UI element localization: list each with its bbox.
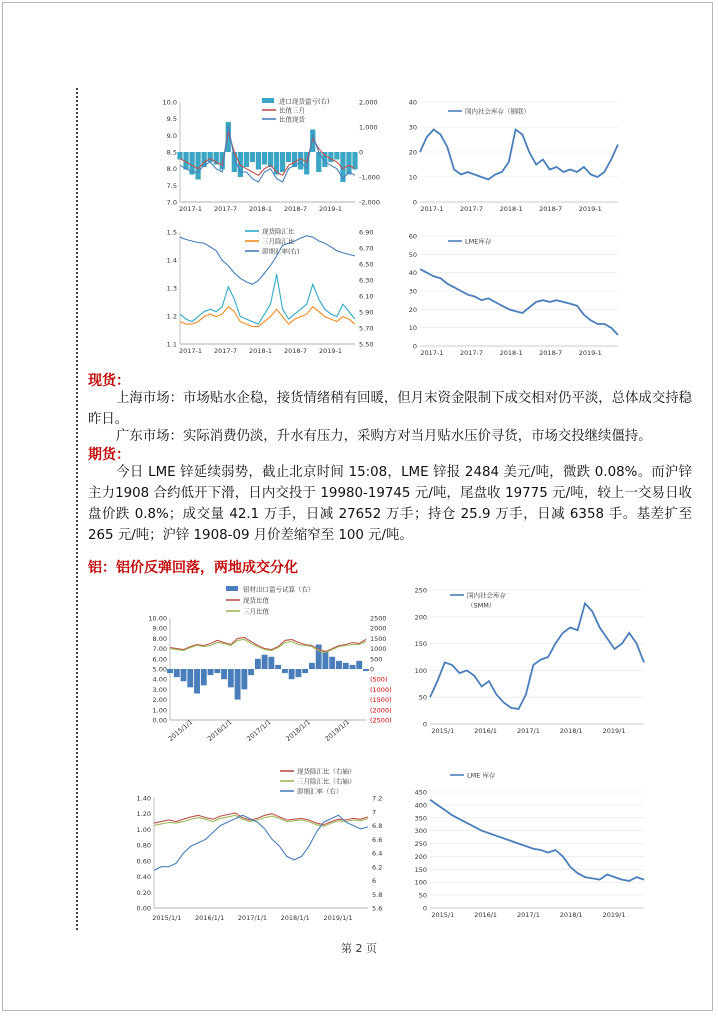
legend-swatch [226,586,238,591]
x-tick-label: 2015/1/1 [166,718,195,743]
y-tick-label: 5.00 [152,665,167,674]
bar [328,152,333,162]
y-tick-label: 200 [414,852,427,861]
y-tick-label: 1.1 [166,340,177,349]
y2-tick-label: (2000) [370,706,392,715]
y-tick-label: 150 [414,640,427,649]
y2-tick-label: 6.70 [359,244,374,253]
bar [214,669,220,673]
y2-tick-label: 6.10 [359,292,374,301]
y-tick-label: 1.2 [166,312,177,321]
chart-svg [400,584,650,752]
y2-tick-label: 5.50 [359,340,374,349]
x-tick-label: 2018-1 [499,205,523,213]
x-tick-label: 2017/1/1 [237,914,268,922]
bar [181,669,187,681]
y2-tick-label: (2500) [370,716,392,725]
x-tick-label: 2017/1 [517,727,540,735]
y2-tick-label: 1500 [370,634,387,643]
y-tick-label: 300 [414,827,427,836]
y-tick-label: 1.20 [136,810,151,819]
legend-label: 三月比值 [243,607,269,616]
bar [208,152,213,162]
legend-label: 现货除汇比 [262,227,295,236]
y-tick-label: 8.5 [166,148,177,157]
bar [334,152,339,160]
x-tick-label: 2016/1 [474,911,498,919]
y-tick-label: 1.40 [136,794,151,803]
y-tick-label: 40 [408,98,417,107]
bar [177,152,182,160]
y2-tick-label: -2,000 [359,198,380,207]
bar [195,152,200,180]
bar [286,152,291,162]
y-tick-label: 400 [414,801,427,810]
x-tick-label: 2018-7 [539,205,563,213]
chart-svg [130,764,390,929]
y-tick-label: 150 [414,865,427,874]
legend-label: 国内社会库存 [467,591,506,600]
bar [167,669,173,673]
bar [262,655,268,669]
y-tick-label: 100 [414,666,427,675]
y-tick-label: 9.5 [166,115,177,124]
y-tick-label: 0.00 [136,904,151,913]
bar [174,669,180,677]
y2-tick-label: 6 [372,877,377,885]
x-tick-label: 2016/1/1 [205,718,234,743]
legend-swatch [262,98,274,103]
chart-svg [136,584,392,754]
y2-tick-label: 1,000 [359,123,378,132]
bar [241,669,247,689]
x-tick-label: 2018-7 [283,347,308,355]
x-tick-label: 2019-1 [318,347,343,355]
chart-lme-aluminum-inventory [400,764,650,924]
y2-tick-label: 5.70 [359,324,374,333]
x-tick-label: 2016/1/1 [195,914,225,922]
bar [221,669,227,679]
shanghai-text: 上海市场：市场贴水企稳，接货情绪稍有回暖，但月末资金限制下成交相对仍平淡，总体成交持稳昨日。 [88,391,692,427]
bar [228,669,234,687]
bar [350,665,356,669]
y2-tick-label: 2500 [370,614,387,623]
bar [248,669,254,675]
y-tick-label: 50 [418,693,427,702]
series-line [430,603,644,709]
y-tick-label: 30 [408,287,417,296]
y-tick-label: 20 [408,148,417,157]
y-tick-label: 0.20 [136,888,151,897]
y2-tick-label: 6.2 [372,863,383,872]
bar [280,152,285,172]
legend-label: 现货比值 [243,596,269,605]
chart-domestic-aluminum-inventory-smm [400,584,650,752]
y2-tick-label: 0 [370,665,375,674]
x-tick-label: 2018-1 [248,347,273,355]
bar [295,669,301,677]
series-line [420,130,618,180]
y-tick-label: 60 [408,232,417,241]
y-tick-label: 8.0 [166,165,177,174]
y-tick-label: 250 [414,840,427,849]
y2-tick-label: 5.6 [372,904,383,913]
y-tick-label: 2.00 [152,696,167,705]
legend-label: 国内社会库存（钢联） [465,107,530,116]
y-tick-label: 6.00 [152,655,167,664]
y-tick-label: 30 [408,123,417,132]
bar [274,152,279,175]
y2-tick-label: 6.8 [372,822,383,830]
x-tick-label: 2019-1 [318,205,343,213]
bar [298,152,303,170]
x-tick-label: 2018/1 [559,911,583,919]
futures-text [88,462,692,546]
x-tick-label: 2018/1/1 [284,718,312,743]
legend-label: LME库存 [465,237,492,246]
guangdong-market-text [88,426,692,447]
y2-tick-label: 2,000 [359,98,378,107]
y-tick-label: 8.00 [152,634,167,643]
bar [356,661,362,669]
x-tick-label: 2018/1 [559,727,583,735]
y2-tick-label: 6.30 [359,276,374,285]
y-tick-label: 1.00 [152,706,167,715]
y-tick-label: 450 [414,788,427,797]
chart-svg [398,94,623,219]
x-tick-label: 2019/1/1 [323,914,353,922]
y-tick-label: 1.00 [136,825,151,834]
y-tick-label: 10.0 [162,98,177,107]
bar [336,661,342,669]
x-tick-label: 2017/1/1 [245,718,273,743]
spot-heading: 现货： [88,373,130,389]
y-tick-label: 350 [414,814,427,823]
y2-tick-label: 6.4 [372,849,383,858]
bar [309,663,315,669]
y-tick-label: 7.5 [166,181,177,190]
y-tick-label: 4.00 [152,675,167,684]
legend-label: 比值三月 [279,106,305,115]
bar [282,669,288,673]
y-tick-label: 0 [422,904,427,913]
y-tick-label: 250 [414,586,427,595]
bar [194,669,200,693]
y-tick-label: 50 [408,250,417,259]
bar [256,152,261,170]
chart-domestic-inventory-mysteel [398,94,623,219]
chart-svg [150,94,390,219]
chart-aluminum-export-profit [136,584,392,754]
y2-tick-label: 6.90 [359,228,374,237]
bar [262,152,267,165]
y2-tick-label: (1500) [370,696,392,705]
x-tick-label: 2015/1/1 [152,914,182,922]
y-tick-label: 0 [412,198,417,207]
x-tick-label: 2019-1 [578,205,602,213]
y2-tick-label: 500 [370,655,383,664]
x-tick-label: 2017-7 [459,349,483,357]
y2-tick-label: 0 [359,148,364,157]
legend-label: 现货除汇比（右轴） [297,767,356,776]
y-tick-label: 20 [408,305,417,314]
x-tick-label: 2019-1 [578,349,602,357]
x-tick-label: 2018-7 [539,349,563,357]
y-tick-label: 10 [408,173,417,182]
y-tick-label: 100 [414,878,427,887]
y2-tick-label: 6.6 [372,835,383,844]
futures-heading: 期货： [88,447,130,463]
bar [363,669,369,671]
x-tick-label: 2017/1 [517,911,540,919]
bar [208,669,214,675]
y2-tick-label: 5.90 [359,308,374,317]
chart-fx-adjusted-ratio [150,226,390,358]
series-line [420,269,618,335]
bar [255,659,261,669]
x-tick-label: 2017-7 [213,205,238,213]
y-tick-label: 50 [418,891,427,900]
chart-svg [400,764,650,924]
x-tick-label: 2015/1 [431,911,455,919]
shanghai-market-text [88,388,692,430]
legend-label: 三月除汇比（右轴） [297,777,356,786]
y-tick-label: 1.5 [166,228,177,237]
legend-label: 三月除汇比 [262,237,295,246]
y-tick-label: 7.0 [166,198,177,207]
y2-tick-label: 7.2 [372,794,383,803]
series-line [154,815,368,870]
y-tick-label: 0.40 [136,873,151,882]
bar [235,669,241,700]
bar [352,152,357,170]
page-number: 第 2 页 [341,942,377,955]
y2-tick-label: -1,000 [359,173,380,182]
x-tick-label: 2017-1 [420,205,444,213]
y2-tick-label: 5.8 [372,890,383,899]
y-tick-label: 7.00 [152,645,167,654]
y-tick-label: 0.80 [136,841,151,850]
legend-label: 即期汇率（右） [297,787,343,796]
x-tick-label: 2017-1 [178,205,203,213]
bar [302,669,308,673]
bar [323,651,329,669]
x-tick-label: 2015/1 [431,727,455,735]
margin-dotted-line [76,88,78,930]
bar [275,665,281,669]
x-tick-label: 2018-1 [248,205,273,213]
x-tick-label: 2019/1 [602,911,626,919]
series-line [180,274,355,324]
y-tick-label: 0 [412,342,417,351]
bar [187,669,193,687]
y-tick-label: 40 [408,269,417,278]
y-tick-label: 10 [408,324,417,333]
y2-tick-label: 1000 [370,645,387,654]
series-line [430,800,644,881]
y-tick-label: 0.60 [136,857,151,866]
guangdong-text: 广东市场：实际消费仍淡，升水有压力，采购方对当月贴水压价寻货，市场交投继续僵持。 [116,429,652,444]
y-tick-label: 9.00 [152,624,167,633]
chart-svg [398,230,623,360]
bar [346,152,351,175]
x-tick-label: 2019/1/1 [323,718,352,743]
bar [244,152,249,167]
bar [268,657,274,669]
chart-import-profit-ratio [150,94,390,219]
chart-lme-zinc-inventory [398,230,623,360]
legend-label: 铝材出口盈亏试算（右） [243,585,315,594]
y-tick-label: 3.00 [152,685,167,694]
y2-tick-label: 2000 [370,624,387,633]
legend-label: 比值现货 [279,115,305,124]
bar [343,663,349,669]
y-tick-label: 1.3 [166,284,177,293]
x-tick-label: 2016/1 [474,727,498,735]
aluminum-heading: 铝：铝价反弹回落，两地成交分化 [88,560,298,576]
y2-tick-label: 6.50 [359,260,374,269]
legend-label: 进口现货盈亏(右) [279,97,330,106]
bar [289,669,295,679]
y-tick-label: 10.00 [148,614,167,623]
chart-aluminum-fx-ratio [130,764,390,929]
legend-label: LME 库存 [467,771,496,780]
x-tick-label: 2018-1 [499,349,523,357]
y2-tick-label: (500) [370,675,388,684]
x-tick-label: 2018-7 [283,205,308,213]
x-tick-label: 2018/1/1 [280,914,310,922]
x-tick-label: 2017-1 [178,347,203,355]
x-tick-label: 2017-7 [459,205,483,213]
chart-svg [150,226,390,358]
bar [201,669,207,685]
legend-label: （SMM） [467,601,496,610]
legend-label: 即期汇率(右) [262,247,300,256]
bar [250,152,255,162]
bar [329,657,335,669]
x-tick-label: 2019/1 [602,727,626,735]
y-tick-label: 0.00 [152,716,167,725]
y2-tick-label: (1000) [370,685,392,694]
y-tick-label: 0 [422,720,427,729]
futures-body: 今日 LME 锌延续弱势，截止北京时间 15:08，LME 锌报 2484 美元/吨，微跌 0.08%。而沪锌主力1908 合约低开下滑，日内交投于 19980-19745 元/吨，尾盘收 19775 元/吨，较上一交易日收盘价跌 0.8%；成交量 42.1 万手，日减 27652 万手；持仓 25.9 万手，日减 6358 手。基差扩至 265 元/吨；沪锌 1908-09 月价差缩窄至 100 元/吨。 [88,465,692,543]
y2-tick-label: 7 [372,808,377,817]
y-tick-label: 200 [414,613,427,622]
x-tick-label: 2017-7 [213,347,238,355]
y-tick-label: 9.0 [166,131,177,140]
y-tick-label: 1.4 [166,256,177,265]
x-tick-label: 2017-1 [420,349,444,357]
